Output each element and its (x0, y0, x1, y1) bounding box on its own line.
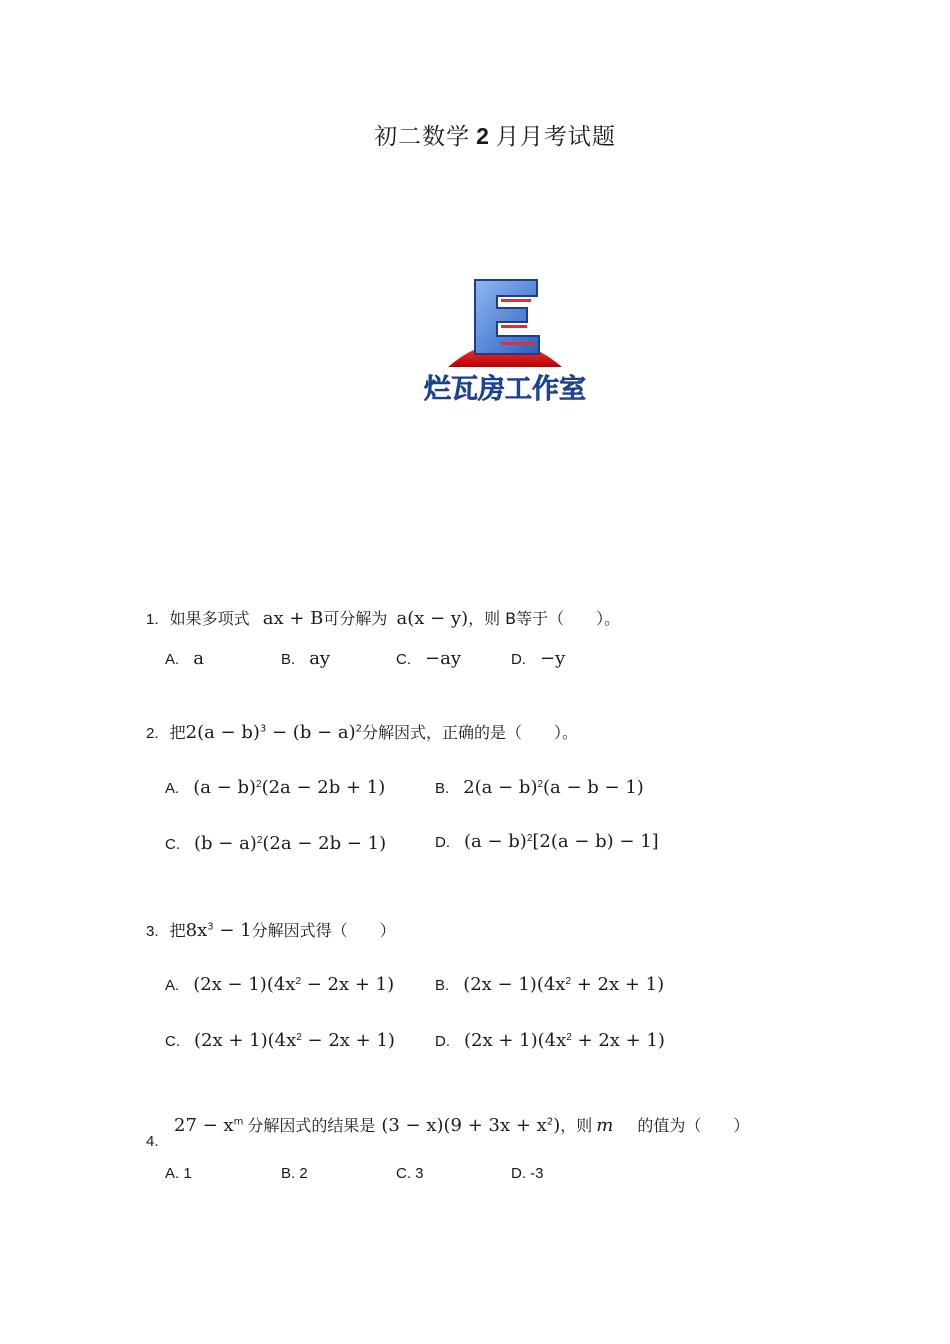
question-3 (146, 918, 396, 941)
option-3c: C. $(2x + 1)(4x^2 - 2x + 1)$ (165, 1030, 395, 1051)
option-1c: C. −ay (396, 648, 461, 669)
math-expression: − 1 (213, 920, 252, 941)
math-expression: ax + B (262, 608, 324, 629)
option-2b: B. $2(a - b)^2(a - b - 1)$ (435, 777, 644, 798)
exponent: 3 (207, 921, 214, 933)
math-expression: 2(a − b) (185, 722, 260, 743)
studio-logo-icon (405, 270, 605, 420)
option-2d: D. $(a - b)^2[2(a - b) - 1]$ (435, 831, 659, 852)
option-1d: D. −y (511, 648, 566, 669)
math-expression: ) (553, 1115, 561, 1136)
question-number: 2. (146, 725, 159, 742)
exponent: 2 (546, 1116, 554, 1128)
question-4 (174, 1113, 749, 1136)
question-text: 可分解为 (323, 609, 388, 628)
option-3a: A. $(2x - 1)(4x^2 - 2x + 1)$ (165, 974, 395, 995)
logo-caption: 烂瓦房工作室 (424, 374, 586, 405)
option-4a: A. 1 (165, 1165, 192, 1182)
title-text-post: 月月考试题 (495, 124, 616, 150)
option-1a: A. a (165, 648, 204, 669)
option-2c: C. $(b - a)^2(2a - 2b - 1)$ (165, 833, 387, 854)
question-text: 分解因式得（ ） (251, 921, 396, 940)
math-variable: m (596, 1115, 614, 1136)
question-text: 分解因式，正确的是（ ）。 (362, 723, 579, 742)
option-2a: A. $(a - b)^2(2a - 2b + 1)$ (165, 777, 386, 798)
math-expression: (3 − x)(9 + 3x + x (381, 1115, 547, 1136)
question-text: 分解因式的结果是 (247, 1116, 376, 1135)
question-text: ，则 B等于（ ）。 (468, 609, 621, 628)
option-4b: B. 2 (281, 1165, 308, 1182)
option-3d: D. $(2x + 1)(4x^2 + 2x + 1)$ (435, 1030, 665, 1051)
question-number: 1. (146, 611, 159, 628)
question-number: 4. (146, 1133, 159, 1150)
title-number: 2 (476, 123, 490, 149)
exponent: 3 (259, 723, 267, 735)
option-3b: B. $(2x - 1)(4x^2 + 2x + 1)$ (435, 974, 665, 995)
math-expression: 8x (185, 920, 208, 941)
option-1b: B. ay (281, 648, 331, 669)
page-title (0, 118, 950, 151)
question-text: ，则 (560, 1116, 593, 1135)
question-number: 3. (146, 923, 159, 940)
option-4c: C. 3 (396, 1165, 424, 1182)
math-expression: a(x − y) (396, 608, 469, 629)
question-2 (146, 720, 578, 743)
math-expression: − (b − a) (266, 722, 356, 743)
title-text-pre: 初二数学 (374, 124, 471, 150)
question-text: 的值为（ ） (637, 1116, 750, 1135)
exponent: m (233, 1116, 244, 1128)
question-text: 把 (169, 921, 186, 940)
exponent: 2 (355, 723, 363, 735)
question-1 (146, 606, 620, 629)
option-4d: D. -3 (511, 1165, 544, 1182)
math-expression: 27 − x (174, 1115, 234, 1136)
question-text: 如果多项式 (169, 609, 250, 628)
question-text: 把 (169, 723, 186, 742)
